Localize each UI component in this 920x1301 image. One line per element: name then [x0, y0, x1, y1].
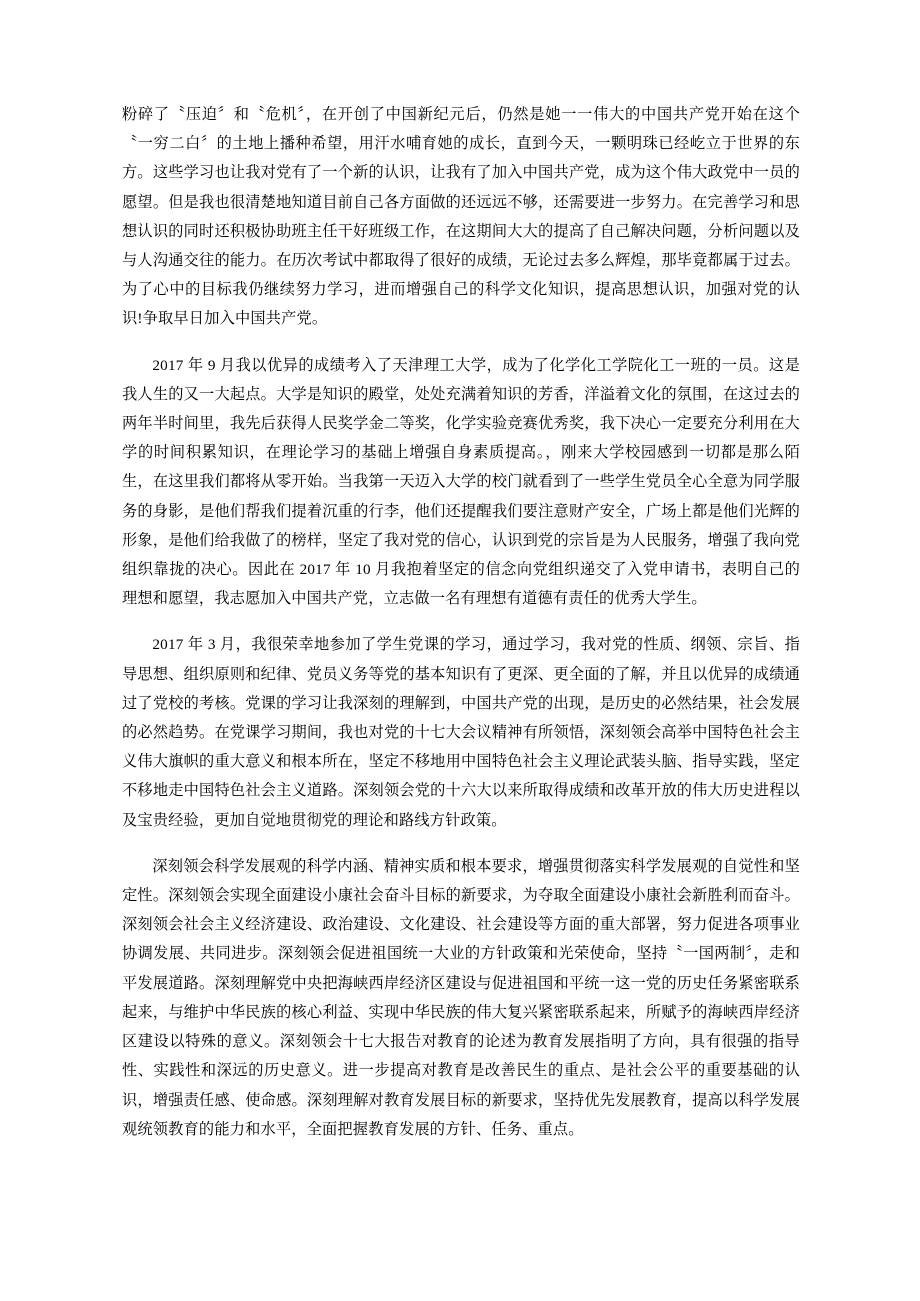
document-body — [122, 100, 800, 1144]
paragraph-4: 深刻领会科学发展观的科学内涵、精神实质和根本要求，增强贯彻落实科学发展观的自觉性和坚定性。深刻领会实现全面建设小康社会奋斗目标的新要求，为夺取全面建设小康社会新胜利而奋斗。深刻领会社会主义经济建设、政治建设、文化建设、社会建设等方面的重大部署，努力促进各项事业协调发展、共同进步。深刻领会促进祖国统一大业的方针政策和光荣使命，坚持〝一国两制〞，走和平发展道路。深刻理解党中央把海峡西岸经济区建设与促进祖国和平统一这一党的历史任务紧密联系起来，与维护中华民族的核心利益、实现中华民族的伟大复兴紧密联系起来，所赋予的海峡西岸经济区建设以特殊的意义。深刻领会十七大报告对教育的论述为教育发展指明了方向，具有很强的指导性、实践性和深远的历史意义。进一步提高对教育是改善民生的重点、是社会公平的重要基础的认识，增强责任感、使命感。深刻理解对教育发展目标的新要求，坚持优先发展教育，提高以科学发展观统领教育的能力和水平，全面把握教育发展的方针、任务、重点。 — [122, 857, 800, 1138]
paragraph-2: 2017 年 9 月我以优异的成绩考入了天津理工大学，成为了化学化工学院化工一班的一员。这是我人生的又一大起点。大学是知识的殿堂，处处充满着知识的芳香，洋溢着文化的氛围，在这过去的两年半时间里，我先后获得人民奖学金二等奖，化学实验竞赛优秀奖，我下决心一定要充分利用在大学的时间积累知识，在理论学习的基础上增强自身素质提高。，刚来大学校园感到一切都是那么陌生，在这里我们都将从零开始。当我第一天迈入大学的校门就看到了一些学生党员全心全意为同学服务的身影，是他们帮我们提着沉重的行李，他们还提醒我们要注意财产安全，广场上都是他们光辉的形象，是他们给我做了的榜样，坚定了我对党的信心，认识到党的宗旨是为人民服务，增强了我向党组织靠拢的决心。因此在 2017 年 10 月我抱着坚定的信念向党组织递交了入党申请书，表明自己的理想和愿望，我志愿加入中国共产党，立志做一名有理想有道德有责任的优秀大学生。 — [122, 356, 800, 608]
paragraph-1: 粉碎了〝压迫〞和〝危机〞，在开创了中国新纪元后，仍然是她一一伟大的中国共产党开始在这个〝一穷二白〞的土地上播种希望，用汗水哺育她的成长，直到今天，一颗明珠已经屹立于世界的东方。这些学习也让我对党有了一个新的认识，让我有了加入中国共产党，成为这个伟大政党中一员的愿望。但是我也很清楚地知道目前自己各方面做的还远远不够，还需要进一步努力。在完善学习和思想认识的同时还积极协助班主任干好班级工作，在这期间大大的提高了自己解决问题，分析问题以及与人沟通交往的能力。在历次考试中都取得了很好的成绩，无论过去多么辉煌，那毕竟都属于过去。为了心中的目标我仍继续努力学习，进而增强自己的科学文化知识，提高思想认识，加强对党的认识!争取早日加入中国共产党。 — [122, 106, 800, 328]
paragraph-3: 2017 年 3 月，我很荣幸地参加了学生党课的学习，通过学习，我对党的性质、纲领、宗旨、指导思想、组织原则和纪律、党员义务等党的基本知识有了更深、更全面的了解，并且以优异的成绩通过了党校的考核。党课的学习让我深刻的理解到，中国共产党的出现，是历史的必然结果，社会发展的必然趋势。在党课学习期间，我也对党的十七大会议精神有所领悟，深刻领会高举中国特色社会主义伟大旗帜的重大意义和根本所在，坚定不移地用中国特色社会主义理论武装头脑、指导实践，坚定不移地走中国特色社会主义道路。深刻领会党的十六大以来所取得成绩和改革开放的伟大历史进程以及宝贵经验，更加自觉地贯彻党的理论和路线方针政策。 — [122, 636, 800, 829]
